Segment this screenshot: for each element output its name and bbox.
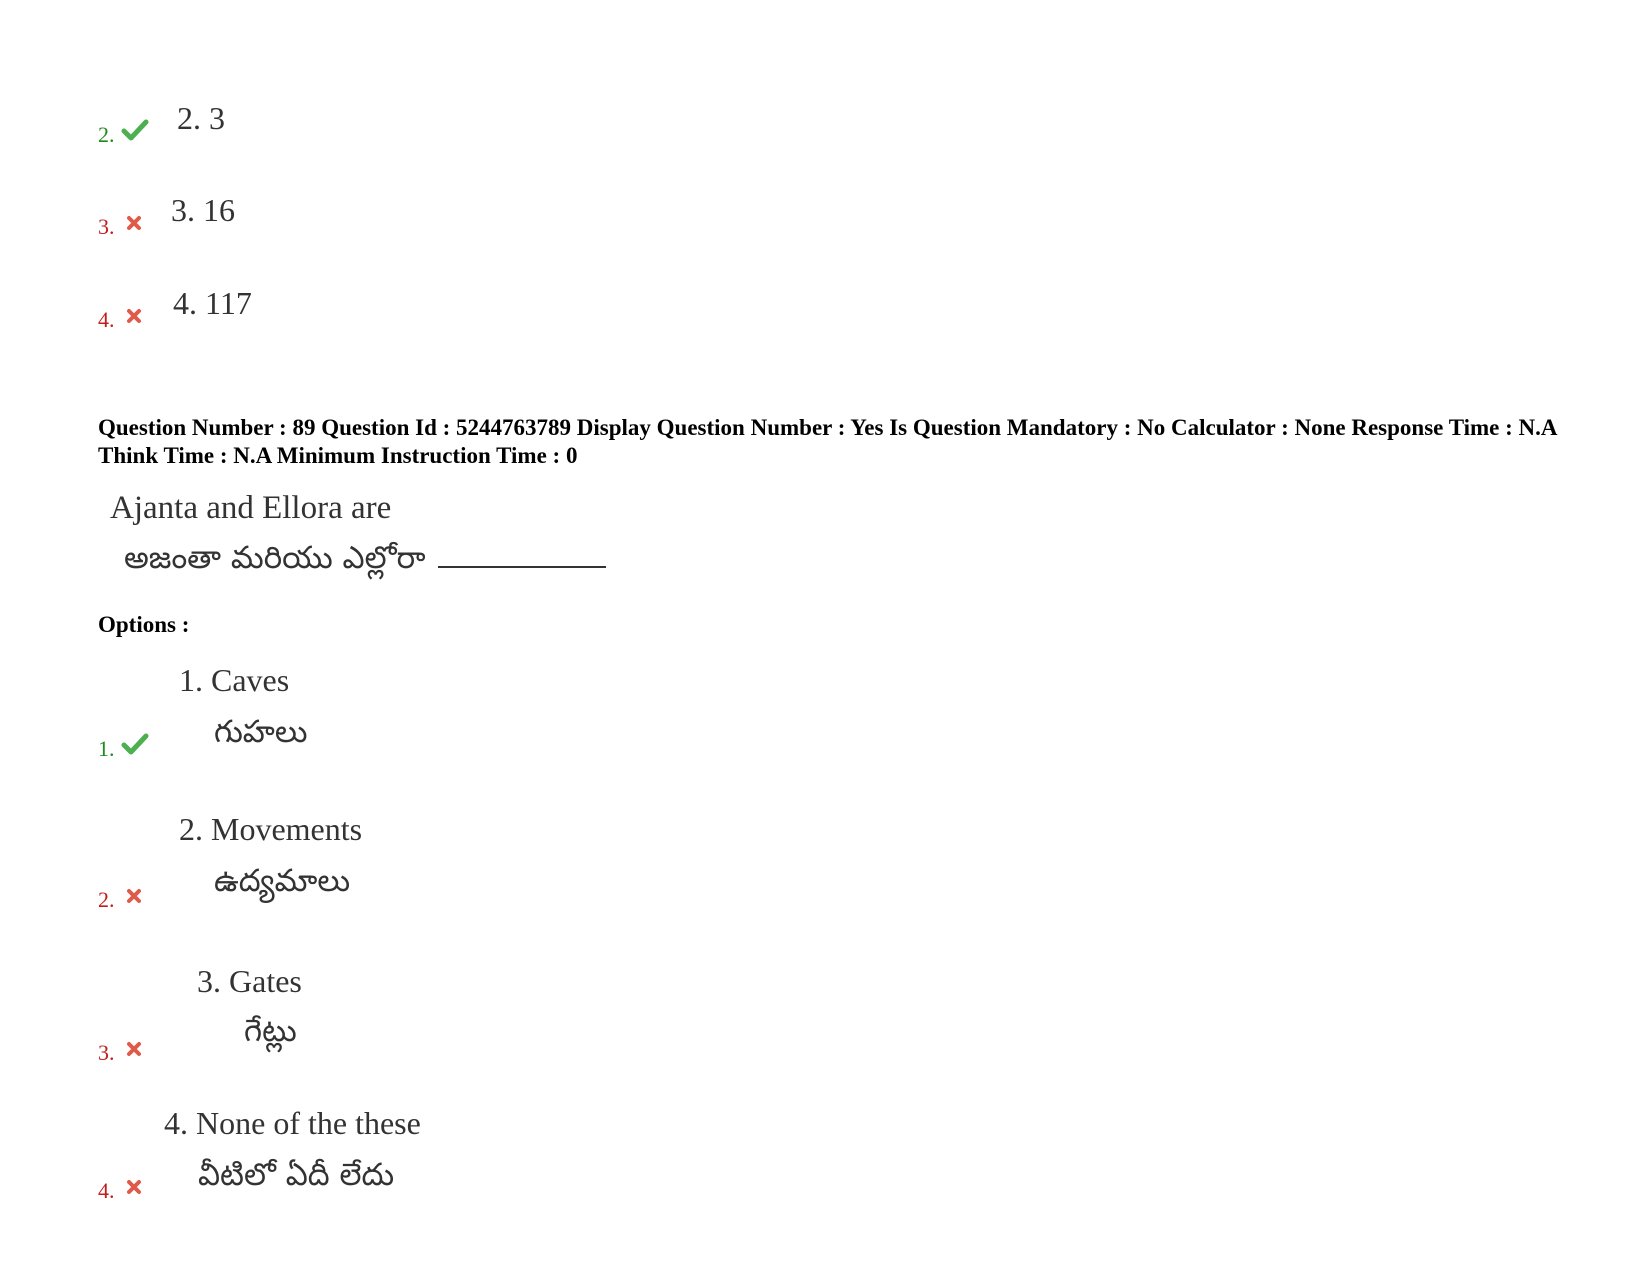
- check-icon: [121, 118, 149, 142]
- option-number: 4.: [98, 1178, 115, 1203]
- option-text-english: 2. Movements: [179, 811, 363, 847]
- option-number: 3.: [98, 1040, 115, 1065]
- option-number: 4.: [98, 307, 115, 332]
- option-text-telugu: వీటిలో ఏదీ లేదు: [198, 1157, 395, 1193]
- option-text-english: 1. Caves: [179, 662, 290, 698]
- option-number: 2.: [98, 122, 115, 147]
- option-text-english: 4. None of the these: [164, 1105, 421, 1141]
- option-text-english: 3. Gates: [197, 963, 302, 999]
- question-text-telugu-line: [124, 540, 606, 583]
- question-text-telugu: అజంతా మరియు ఎల్లోరా: [124, 540, 426, 576]
- option-text-telugu: గుహలు: [214, 714, 308, 750]
- check-icon: [121, 732, 149, 756]
- option-text-telugu: ఉద్యమాలు: [214, 863, 351, 899]
- question-text-english: Ajanta and Ellora are: [110, 490, 392, 526]
- question-meta: Question Number : 89 Question Id : 5244763789 Display Question Number : Yes Is Question Mandatory : No Calculator : None Response Time : N.A Think Time : N.A Minimum Instruction Time : 0: [98, 415, 1557, 468]
- option-text-telugu: గేట్లు: [244, 1013, 297, 1049]
- option-text: 4. 117: [173, 285, 252, 321]
- cross-icon: [126, 308, 142, 324]
- option-number: 1.: [98, 736, 115, 761]
- options-label: Options :: [98, 612, 190, 637]
- cross-icon: [126, 1179, 142, 1195]
- cross-icon: [126, 215, 142, 231]
- option-text: 3. 16: [171, 192, 235, 228]
- answer-blank: [438, 566, 606, 568]
- cross-icon: [126, 1041, 142, 1057]
- cross-icon: [126, 888, 142, 904]
- option-number: 3.: [98, 214, 115, 239]
- option-number: 2.: [98, 887, 115, 912]
- option-text: 2. 3: [177, 100, 225, 136]
